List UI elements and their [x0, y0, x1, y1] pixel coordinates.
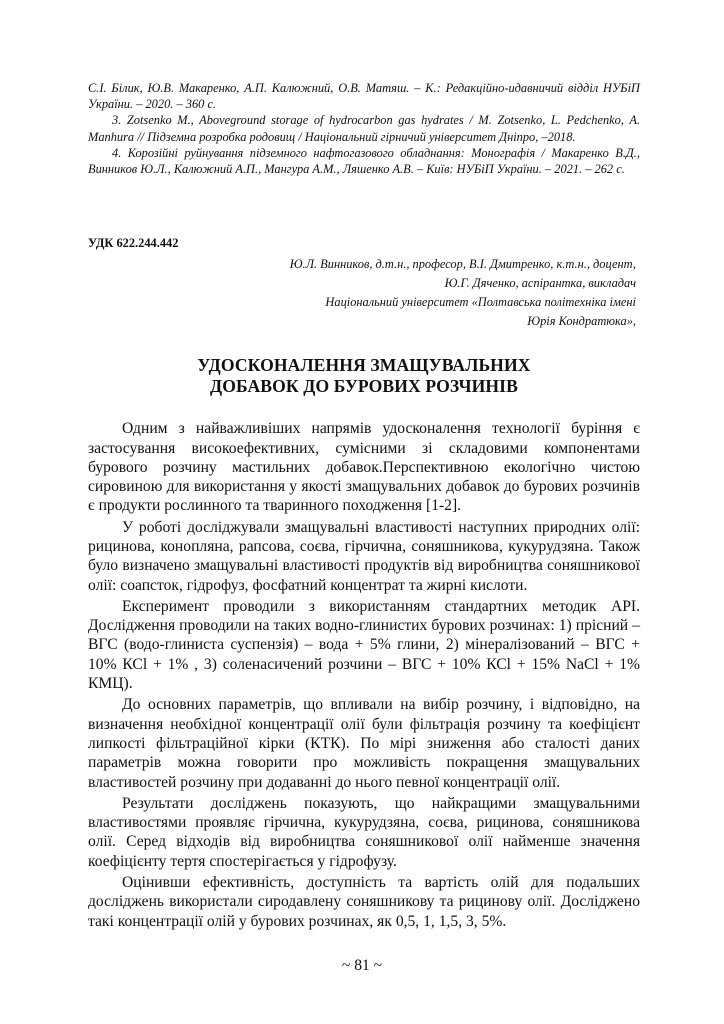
page-number: ~ 81 ~	[341, 957, 383, 974]
authors-line-1: Ю.Л. Винников, д.т.н., професор, В.І. Дмитренко, к.т.н., доцент,	[289, 257, 636, 272]
paragraph-2: У роботі досліджували змащувальні властивості наступних природних олії: рицинова, конопляна, рапсова, соєва, гірчична, соняшникова, кукурудзяна. Також було визначено змащувальні властивості продуктів від виробництва соняшникової олії: соапсток, гідрофуз, фосфатний концентрат та жирні кислоти.	[88, 518, 640, 594]
affiliation-line-1: Національний університет «Полтавська політехніка імені	[325, 295, 636, 310]
paragraph-4: До основних параметрів, що впливали на вибір розчину, і відповідно, на визначення необхідної концентрації олії були фільтрація розчину та коефіцієнт липкості фільтраційної кірки (КТК). По мірі зниження або сталості даних параметрів можна говорити про можливість покращення змащувальних властивостей розчину при додаванні до нього певної концентрації олії.	[88, 696, 640, 791]
reference-2-continuation: С.І. Білик, Ю.В. Макаренко, А.П. Калюжний, О.В. Матяш. – К.: Редакційно-идавничий відділ НУБіП України. – 2020. – 360 с.	[88, 81, 640, 112]
reference-4: 4. Корозійні руйнування підземного нафтогазового обладнання: Монографія / Макаренко В.Д., Винников Ю.Л., Калюжний А.П., Мангура А.М., Ляшенко А.В. – Київ: НУБіП України. – 2021. – 262 с.	[88, 145, 640, 177]
article-title	[88, 355, 640, 397]
reference-list	[88, 80, 640, 177]
paragraph-3: Експеримент проводили з використанням стандартних методик API. Дослідження проводили на таких водно-глинистих бурових розчинах: 1) прісний – ВГС (водо-глиниста суспензія) – вода + 5% глини, 2) мінералізований – ВГС + 10% КСl + 1% , 3) соленасичений розчини – ВГС + 10% КСl + 15% NaCl + 1% КМЦ).	[88, 597, 640, 693]
author-block	[88, 255, 640, 331]
title-line-2: ДОБАВОК ДО БУРОВИХ РОЗЧИНІВ	[210, 376, 518, 397]
paragraph-5: Результати досліджень показують, що найкращими змащувальними властивостями проявляє гірчична, кукурудзяна, соєва, рицинова, соняшникова олії. Серед відходів від виробництва соняшникової олії найменше значення коефіцієнту тертя спостерігається у гідрофузу.	[88, 794, 640, 870]
affiliation-line-2: Юрія Кондратюка»,	[527, 314, 636, 329]
paragraph-1: Одним з найважливіших напрямів удосконалення технології буріння є застосування високоефективних, сумісними зі складовими компонентами бурового розчину мастильних добавок.Перспективною екологічно чистою сировиною для використання у якості змащувальних добавок до бурових розчинів є продукти рослинного та тваринного походження [1-2].	[88, 420, 640, 515]
reference-3: 3. Zotsenko M., Aboveground storage of hydrocarbon gas hydrates / M. Zotsenko, L. Pedchenko, A. Manhura // Підземна розробка родовищ / Національний гірничий університет Дніпро, –2018.	[88, 113, 640, 144]
authors-line-2: Ю.Г. Дяченко, аспірантка, викладач	[444, 276, 636, 291]
article-body	[88, 419, 640, 931]
udk-code: УДК 622.244.442	[88, 236, 179, 251]
title-line-1: УДОСКОНАЛЕННЯ ЗМАЩУВАЛЬНИХ	[197, 355, 531, 376]
paragraph-6: Оцінивши ефективність, доступність та вартість олій для подальших досліджень використали сиродавлену соняшникову та рицинову олії. Досліджено такі концентрації олій у бурових розчинах, як 0,5, 1, 1,5, 3, 5%.	[88, 874, 640, 930]
document-page	[88, 80, 640, 931]
